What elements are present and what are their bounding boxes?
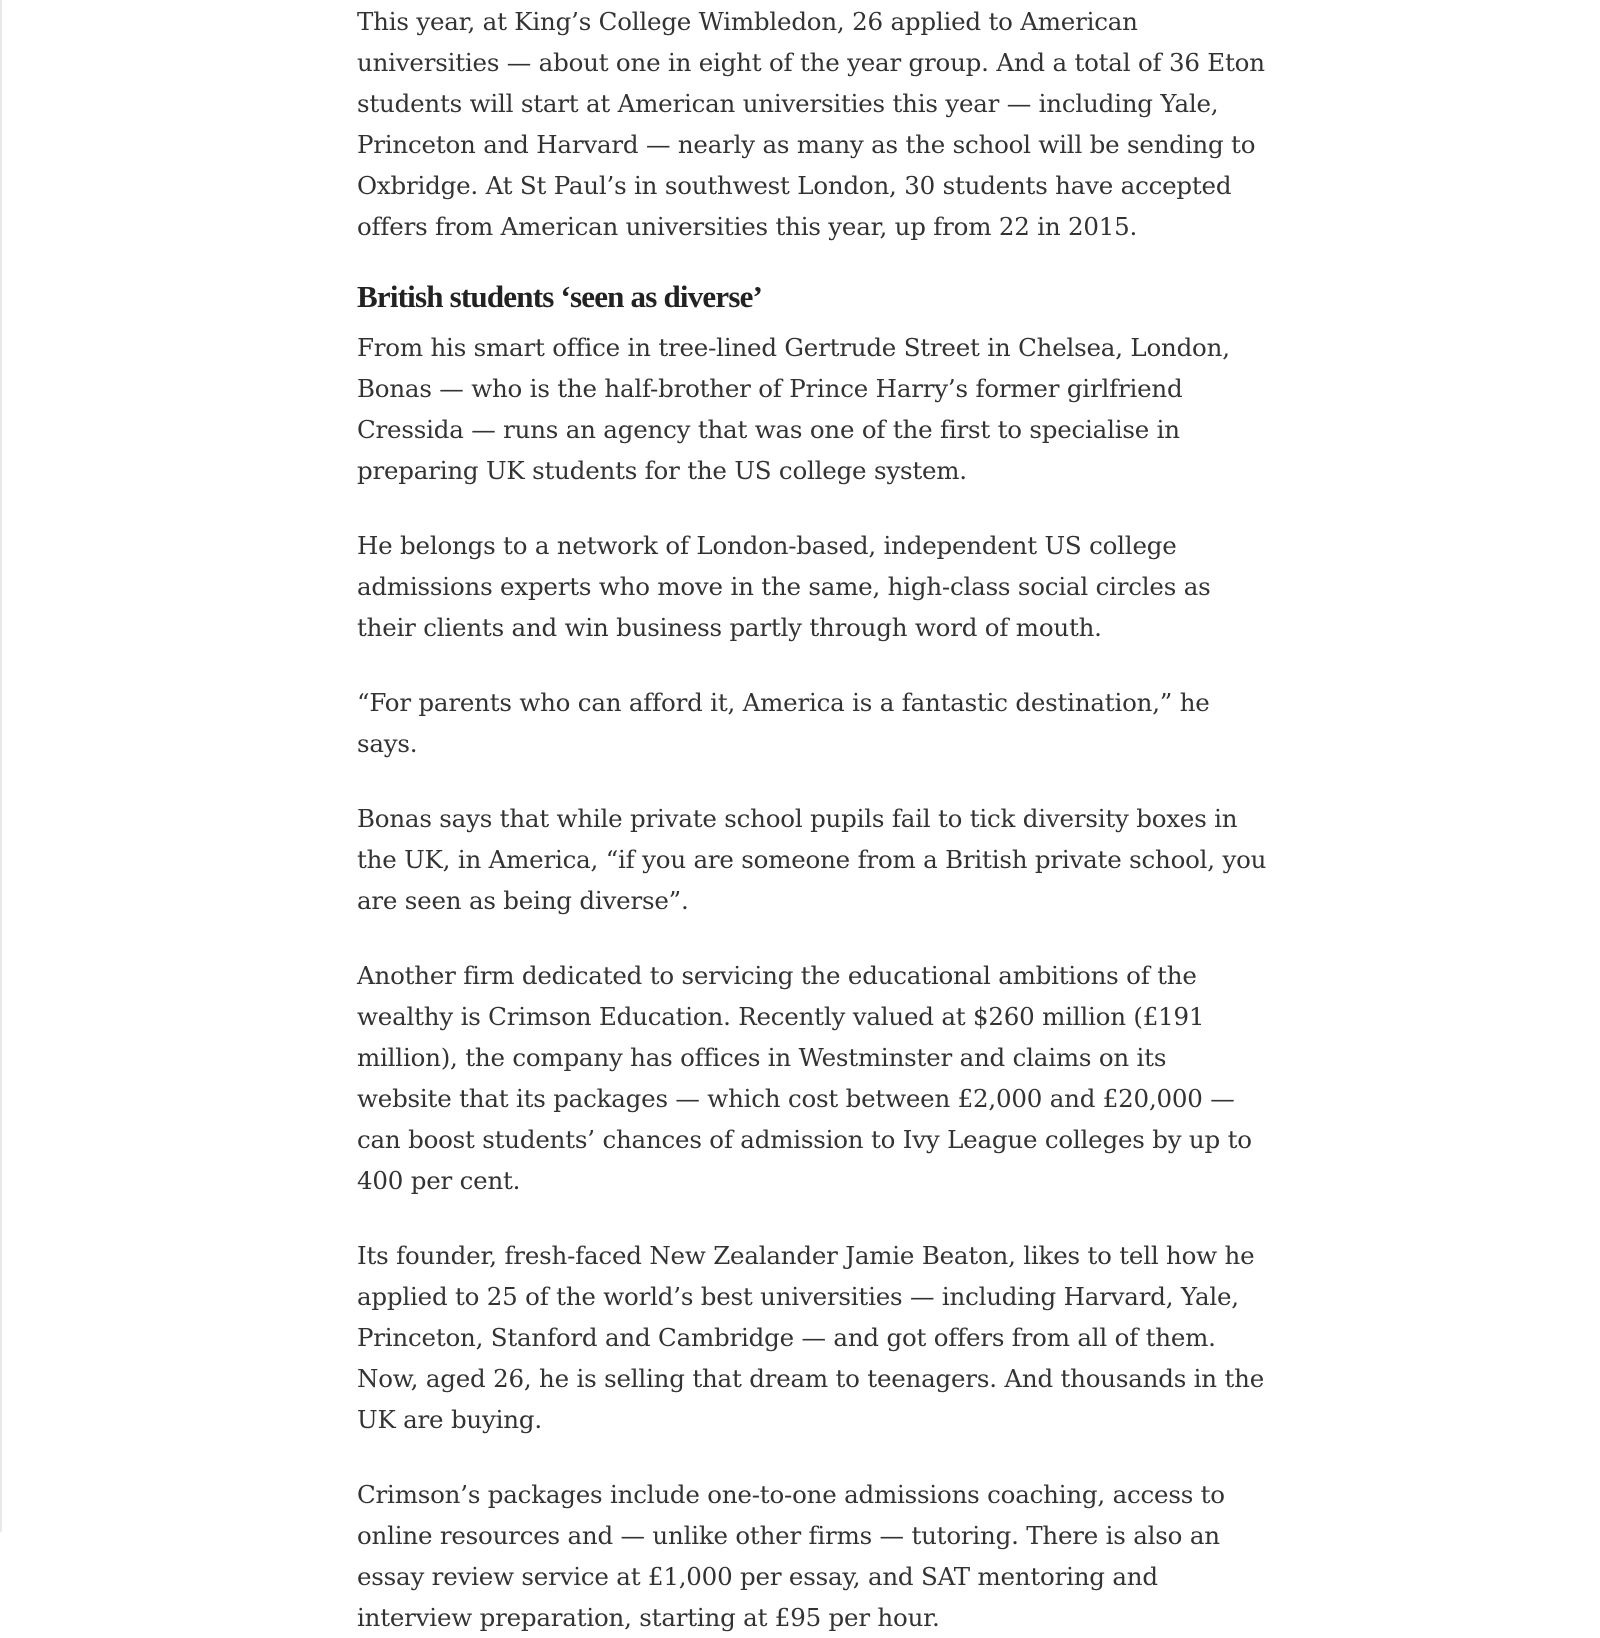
paragraph-crimson: Another firm dedicated to servicing the educational ambitions of the wealthy is Crimson Education. Recently valued at $260 million (£191 million), the company has offices in Westminster and claims on its website that its packages — which cost between £2,000 and £20,000 — can boost students’ chances of admission to Ivy League colleges by up to 400 per cent. [357, 961, 1252, 1195]
paragraph-founder: Its founder, fresh-faced New Zealander Jamie Beaton, likes to tell how he applied to 25 of the world’s best universities — including Harvard, Yale, Princeton, Stanford and Cambridge — and got offers from all of them. Now, aged 26, he is selling that dream to teenagers. And thousands in the UK are buying. [357, 1241, 1264, 1434]
paragraph-bonas-office: From his smart office in tree-lined Gertrude Street in Chelsea, London, Bonas — who is the half-brother of Prince Harry’s former girlfriend Cressida — runs an agency that was one of the first to specialise in preparing UK students for the US college system. [357, 333, 1230, 485]
paragraph-diversity: Bonas says that while private school pupils fail to tick diversity boxes in the UK, in America, “if you are someone from a British private school, you are seen as being diverse”. [357, 804, 1267, 915]
article-body [357, 0, 1267, 1638]
paragraph-quote: “For parents who can afford it, America is a fantastic destination,” he says. [357, 688, 1210, 758]
intro-paragraph: This year, at King’s College Wimbledon, 26 applied to American universities — about one in eight of the year group. And a total of 36 Eton students will start at American universities this year — including Yale, Princeton and Harvard — nearly as many as the school will be sending to Oxbridge. At St Paul’s in southwest London, 30 students have accepted offers from American universities this year, up from 22 in 2015. [357, 7, 1265, 241]
paragraph-network: He belongs to a network of London-based, independent US college admissions experts who move in the same, high-class social circles as their clients and win business partly through word of mouth. [357, 531, 1211, 642]
section-subheading: British students ‘seen as diverse’ [357, 279, 763, 314]
paragraph-packages: Crimson’s packages include one-to-one admissions coaching, access to online resources and — unlike other firms — tutoring. There is also an essay review service at £1,000 per essay, and SAT mentoring and interview preparation, starting at £95 per hour. [357, 1480, 1225, 1632]
